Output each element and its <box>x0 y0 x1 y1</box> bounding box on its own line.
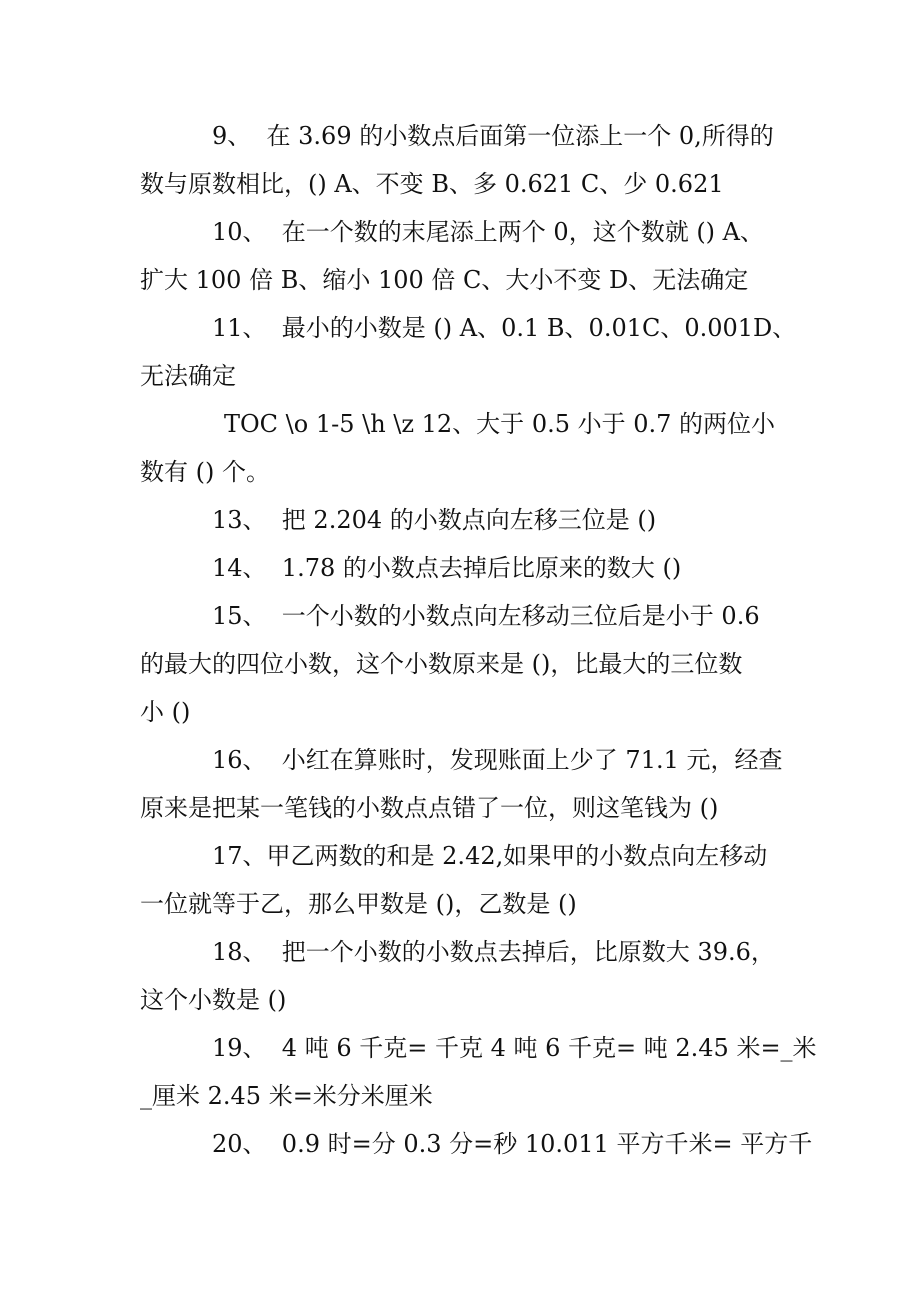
question-13-line: 13、 把 2.204 的小数点向左移三位是 () <box>212 506 657 534</box>
question-15-line-2: 的最大的四位小数，这个小数原来是 ()，比最大的三位数 <box>140 650 743 678</box>
question-19-line-1: 19、 4 吨 6 千克= 千克 4 吨 6 千克= 吨 2.45 米=_米 <box>212 1034 817 1062</box>
question-18-line-1: 18、 把一个小数的小数点去掉后，比原数大 39.6， <box>212 938 775 966</box>
question-15-line-3: 小 () <box>140 698 191 726</box>
question-12-line-1: TOC \o 1-5 \h \z 12、大于 0.5 小于 0.7 的两位小 <box>224 410 776 438</box>
document-body <box>140 112 817 1168</box>
question-17-line-2: 一位就等于乙，那么甲数是 ()，乙数是 () <box>140 890 577 918</box>
question-16-line-2: 原来是把某一笔钱的小数点点错了一位，则这笔钱为 () <box>140 794 719 822</box>
question-17-line-1: 17、甲乙两数的和是 2.42,如果甲的小数点向左移动 <box>212 842 768 870</box>
question-15-line-1: 15、 一个小数的小数点向左移动三位后是小于 0.6 <box>212 602 760 630</box>
question-19-line-2: _厘米 2.45 米=米分米厘米 <box>140 1082 433 1110</box>
question-10-line-2: 扩大 100 倍 B、缩小 100 倍 C、大小不变 D、无法确定 <box>140 266 749 294</box>
question-12-line-2: 数有 () 个。 <box>140 458 270 486</box>
question-9-line-1: 9、 在 3.69 的小数点后面第一位添上一个 0,所得的 <box>212 122 774 150</box>
question-18-line-2: 这个小数是 () <box>140 986 287 1014</box>
question-9-line-2: 数与原数相比，() A、不变 B、多 0.621 C、少 0.621 <box>140 170 724 198</box>
question-11-line-2: 无法确定 <box>140 362 236 390</box>
question-11-line-1: 11、 最小的小数是 () A、0.1 B、0.01C、0.001D、 <box>212 314 797 342</box>
question-16-line-1: 16、 小红在算账时，发现账面上少了 71.1 元，经查 <box>212 746 783 774</box>
question-10-line-1: 10、 在一个数的末尾添上两个 0，这个数就 () A、 <box>212 218 765 246</box>
question-20-line-1: 20、 0.9 时=分 0.3 分=秒 10.011 平方千米= 平方千 <box>212 1130 813 1158</box>
question-14-line: 14、 1.78 的小数点去掉后比原来的数大 () <box>212 554 682 582</box>
